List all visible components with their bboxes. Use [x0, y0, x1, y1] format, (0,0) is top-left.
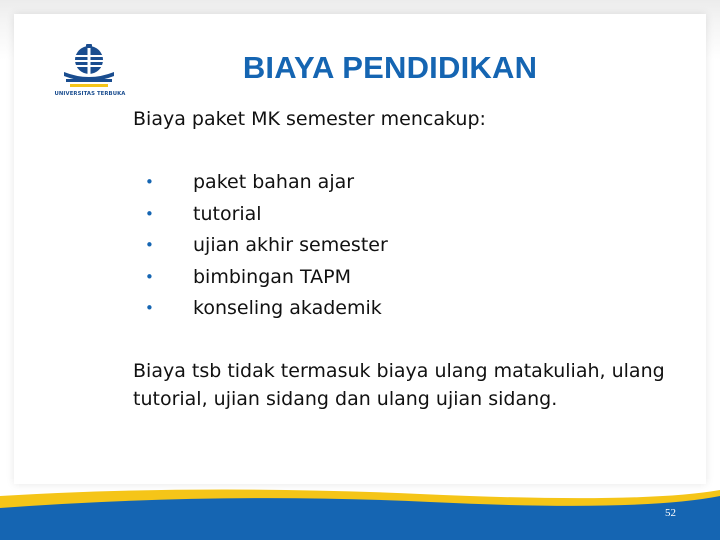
list-item-label: bimbingan TAPM [193, 265, 351, 288]
list-item-label: konseling akademik [193, 297, 382, 319]
bullet-icon: • [145, 173, 154, 191]
page-number: 52 [665, 507, 676, 519]
footer-decoration [0, 484, 720, 540]
logo-text: UNIVERSITAS TERBUKA [54, 91, 126, 97]
list-item-label: tutorial [193, 202, 262, 225]
note-text: Biaya tsb tidak termasuk biaya ulang matakuliah, ulang tutorial, ujian sidang dan ulang ujian sidang. [133, 360, 665, 410]
intro-text: Biaya paket MK semester mencakup: [133, 108, 486, 130]
bullet-icon: • [145, 299, 154, 317]
list-item-label: paket bahan ajar [193, 171, 355, 193]
list-item-label: ujian akhir semester [193, 234, 388, 256]
bullet-icon: • [145, 236, 154, 254]
bullet-icon: • [145, 204, 154, 223]
bullet-icon: • [145, 267, 154, 286]
page-title: BIAYA PENDIDIKAN [242, 50, 538, 85]
